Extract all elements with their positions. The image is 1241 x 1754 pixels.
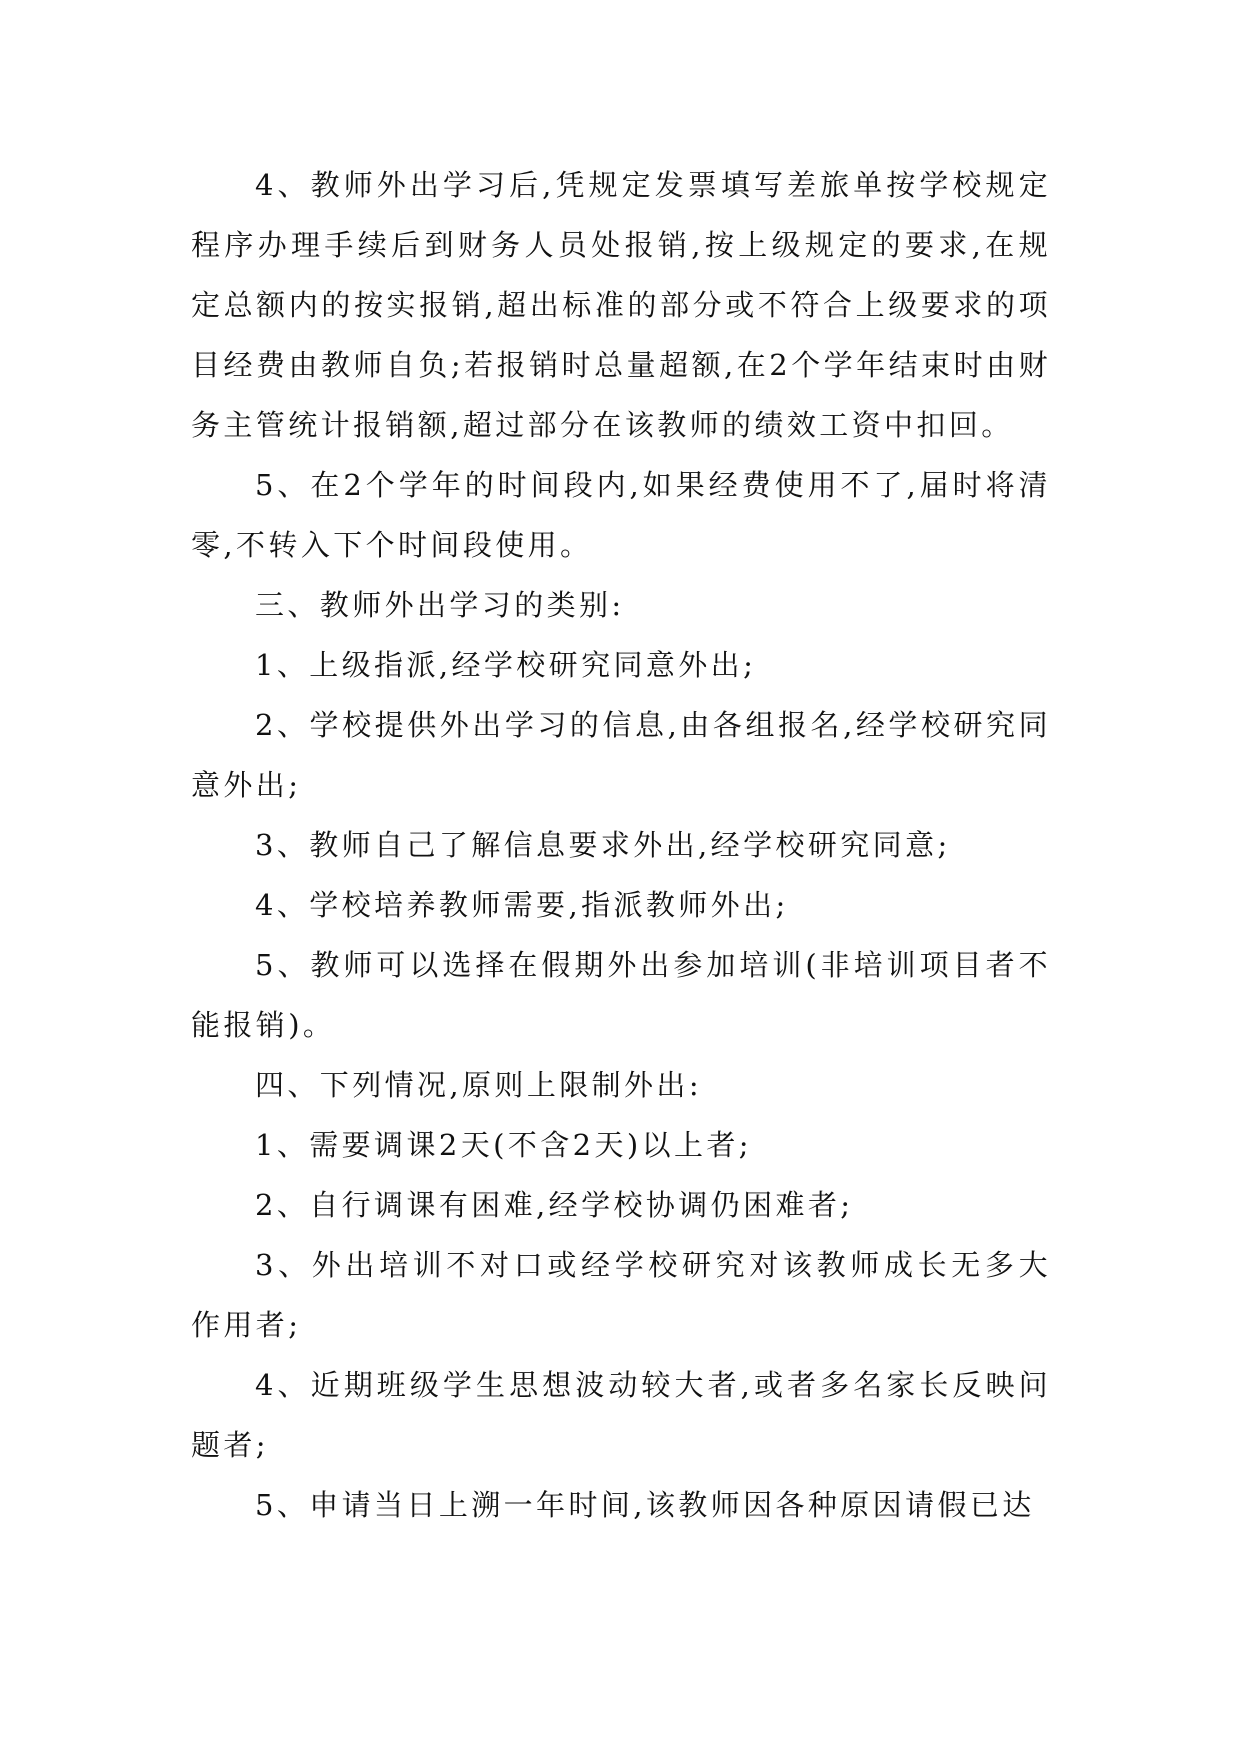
list-item-restriction-1: 1、需要调课2天(不含2天)以上者; — [255, 1128, 752, 1162]
list-item-restriction-4: 4、近期班级学生思想波动较大者,或者多名家长反映问题者; — [191, 1368, 1051, 1462]
paragraph-funds-reset: 5、在2个学年的时间段内,如果经费使用不了,届时将清零,不转入下个时间段使用。 — [191, 468, 1051, 562]
section-heading-restrictions: 四、下列情况,原则上限制外出: — [255, 1068, 702, 1102]
list-item-restriction-2: 2、自行调课有困难,经学校协调仍困难者; — [255, 1188, 854, 1222]
list-item-category-4: 4、学校培养教师需要,指派教师外出; — [255, 888, 789, 922]
list-item-restriction-3: 3、外出培训不对口或经学校研究对该教师成长无多大作用者; — [191, 1248, 1051, 1342]
list-item-category-5: 5、教师可以选择在假期外出参加培训(非培训项目者不能报销)。 — [191, 948, 1051, 1042]
list-item-category-2: 2、学校提供外出学习的信息,由各组报名,经学校研究同意外出; — [191, 708, 1051, 802]
list-item-category-3: 3、教师自己了解信息要求外出,经学校研究同意; — [255, 828, 951, 862]
paragraph-reimbursement-procedure: 4、教师外出学习后,凭规定发票填写差旅单按学校规定程序办理手续后到财务人员处报销,按上级规定的要求,在规定总额内的按实报销,超出标准的部分或不符合上级要求的项目经费由教师自负;若报销时总量超额,在2个学年结束时由财务主管统计报销额,超过部分在该教师的绩效工资中扣回。 — [191, 168, 1051, 442]
list-item-category-1: 1、上级指派,经学校研究同意外出; — [255, 648, 757, 682]
section-heading-study-categories: 三、教师外出学习的类别: — [255, 588, 625, 622]
document-body — [191, 155, 1051, 1535]
list-item-restriction-5: 5、申请当日上溯一年时间,该教师因各种原因请假已达 — [255, 1488, 1035, 1522]
